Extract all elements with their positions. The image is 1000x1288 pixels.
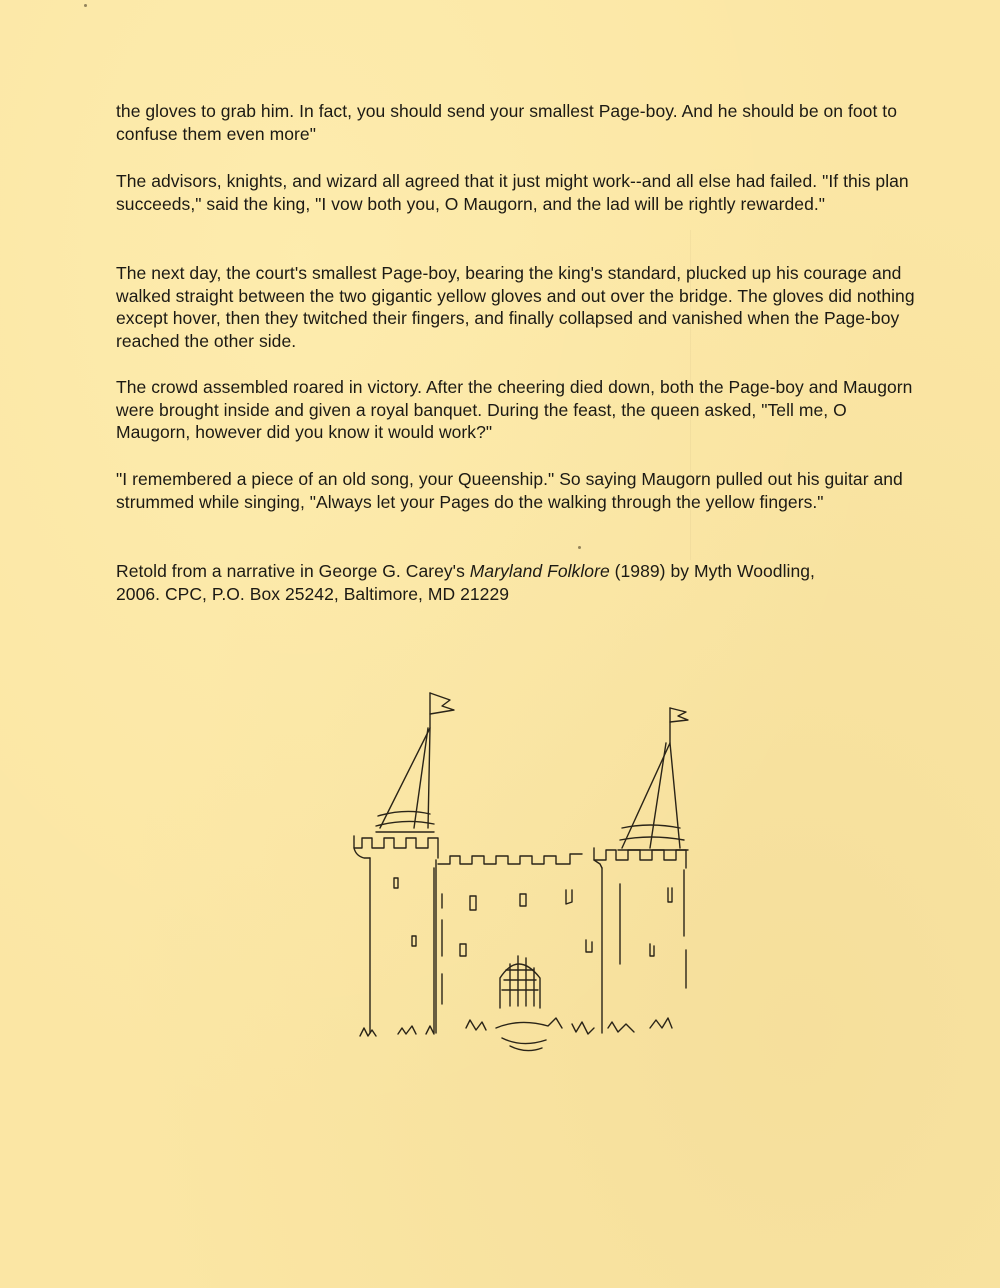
credit-text	[116, 560, 836, 605]
credit-line	[116, 560, 836, 605]
paper-speck	[84, 4, 87, 7]
paragraph-text: The advisors, knights, and wizard all agreed that it just might work--and all else had failed. "If this plan succeeds," said the king, "I vow both you, O Maugorn, and the lad will be rightly rewarded."	[116, 171, 909, 214]
paragraph-text: The crowd assembled roared in victory. After the cheering died down, both the Page-boy and Maugorn were brought inside and given a royal banquet. During the feast, the queen asked, "Tell me, O Maugorn, however did you know it would work?"	[116, 377, 913, 443]
story-paragraph-2	[116, 170, 916, 215]
paragraph-text: The next day, the court's smallest Page-boy, bearing the king's standard, plucked up his courage and walked straight between the two gigantic yellow gloves and out over the bridge. The gloves did nothing except hover, then they twitched their fingers, and finally collapsed and vanished when the Page-boy reached the other side.	[116, 263, 915, 351]
paper-speck	[578, 546, 581, 549]
credit-suffix: (1989) by Myth Woodling, 2006. CPC, P.O. Box 25242, Baltimore, MD 21229	[116, 561, 815, 604]
castle-icon	[350, 688, 710, 1068]
story-paragraph-5	[116, 468, 916, 513]
paragraph-text: the gloves to grab him. In fact, you should send your smallest Page-boy. And he should be on foot to confuse them even more"	[116, 101, 897, 144]
book-title: Maryland Folklore	[469, 561, 610, 581]
paragraph-text: "I remembered a piece of an old song, your Queenship." So saying Maugorn pulled out his guitar and strummed while singing, "Always let your Pages do the walking through the yellow fingers."	[116, 469, 903, 512]
story-paragraph-3	[116, 262, 916, 352]
credit-prefix: Retold from a narrative in George G. Carey's	[116, 561, 470, 581]
story-paragraph-4	[116, 376, 916, 444]
story-paragraph-1	[116, 100, 916, 145]
